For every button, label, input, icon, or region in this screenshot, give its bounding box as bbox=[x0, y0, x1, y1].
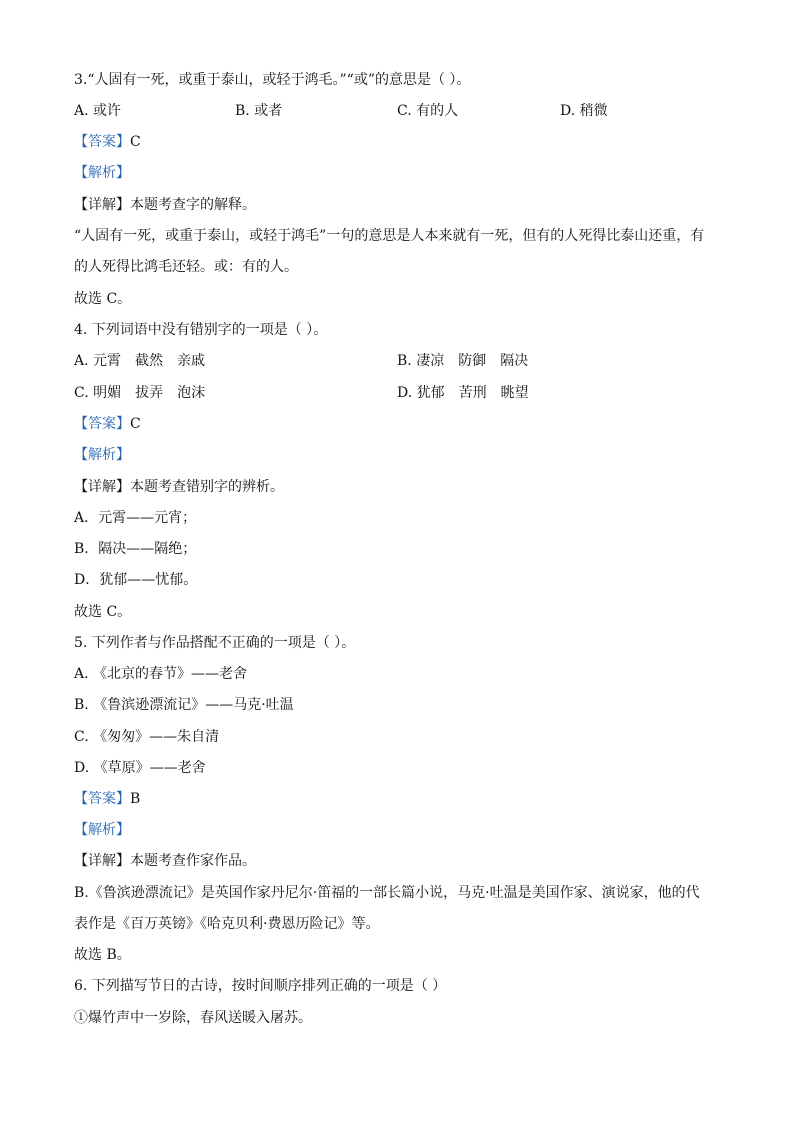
q5-option-d: D. 《草原》——老舍 bbox=[74, 760, 206, 776]
q5-analysis-label: 【解析】 bbox=[74, 822, 130, 838]
q4-option-d bbox=[397, 384, 529, 402]
detail-label: 【详解】 bbox=[74, 479, 130, 495]
option-letter: A. bbox=[74, 353, 89, 369]
q5-option-c: C. 《匆匆》——朱自清 bbox=[74, 729, 220, 745]
option-word: 犹郁 bbox=[416, 385, 445, 401]
q4-conclusion: 故选 C。 bbox=[74, 604, 132, 620]
option-letter: B. bbox=[397, 353, 412, 369]
q4-detail bbox=[74, 478, 284, 496]
q4-stem: 4. 下列词语中没有错别字的一项是（ ）。 bbox=[74, 322, 328, 338]
answer-label: 【答案】 bbox=[74, 134, 130, 150]
q6-stem: 6. 下列描写节日的古诗，按时间顺序排列正确的一项是（ ） bbox=[74, 978, 447, 994]
q6-item-1: ①爆竹声中一岁除，春风送暖入屠苏。 bbox=[74, 1010, 312, 1026]
q3-stem: 3.“人固有一死，或重于泰山，或轻于鸿毛。”“或”的意思是（ ）。 bbox=[74, 72, 471, 88]
option-letter: C. bbox=[74, 385, 89, 401]
q4-fix-d: D．犹郁——忧郁。 bbox=[74, 572, 198, 588]
q4-option-c bbox=[74, 384, 205, 402]
detail-label: 【详解】 bbox=[74, 197, 130, 213]
q3-detail bbox=[74, 196, 256, 214]
q3-analysis-label: 【解析】 bbox=[74, 165, 130, 181]
q3-conclusion: 故选 C。 bbox=[74, 291, 132, 307]
option-word: 亲戚 bbox=[177, 353, 206, 369]
q5-answer bbox=[74, 790, 140, 808]
detail-label: 【详解】 bbox=[74, 853, 130, 869]
q4-answer bbox=[74, 415, 141, 433]
q4-detail-text: 本题考查错别字的辨析。 bbox=[130, 479, 284, 495]
option-word: 隔决 bbox=[500, 353, 529, 369]
option-word: 防御 bbox=[458, 353, 487, 369]
q5-option-b: B. 《鲁滨逊漂流记》——马克·吐温 bbox=[74, 697, 294, 713]
option-word: 截然 bbox=[135, 353, 164, 369]
q3-explain-line-2: 的人死得比鸿毛还轻。或：有的人。 bbox=[74, 259, 298, 275]
q5-explain-line-1: B.《鲁滨逊漂流记》是英国作家丹尼尔·笛福的一部长篇小说，马克·吐温是美国作家、演说家，他的代 bbox=[74, 885, 700, 901]
q3-option-d: D. 稍微 bbox=[560, 103, 608, 119]
q5-explain-line-2: 表作是《百万英镑》《哈克贝利·费恩历险记》等。 bbox=[74, 916, 380, 932]
q3-explain-line-1: “人固有一死，或重于泰山，或轻于鸿毛”一句的意思是人本来就有一死，但有的人死得比泰山还重，有 bbox=[74, 228, 705, 244]
option-word: 苦刑 bbox=[458, 385, 487, 401]
answer-label: 【答案】 bbox=[74, 416, 130, 432]
option-word: 凄凉 bbox=[416, 353, 445, 369]
q5-answer-value: B bbox=[130, 791, 141, 807]
q5-detail-text: 本题考查作家作品。 bbox=[130, 853, 256, 869]
q4-analysis-label: 【解析】 bbox=[74, 447, 130, 463]
q5-detail bbox=[74, 852, 256, 870]
q3-option-c: C. 有的人 bbox=[397, 103, 459, 119]
q4-option-b bbox=[397, 352, 528, 370]
q4-fix-b: B．隔决——隔绝； bbox=[74, 541, 197, 557]
q4-fix-a: A．元霄——元宵； bbox=[74, 510, 197, 526]
q3-answer-value: C bbox=[130, 134, 141, 150]
q5-conclusion: 故选 B。 bbox=[74, 947, 131, 963]
option-word: 明媚 bbox=[93, 385, 122, 401]
option-letter: D. bbox=[397, 385, 413, 401]
q3-option-a: A. 或许 bbox=[74, 103, 122, 119]
option-word: 元霄 bbox=[93, 353, 122, 369]
q5-option-a: A. 《北京的春节》——老舍 bbox=[74, 666, 248, 682]
q3-detail-text: 本题考查字的解释。 bbox=[130, 197, 256, 213]
q3-option-b: B. 或者 bbox=[235, 103, 283, 119]
q3-answer bbox=[74, 133, 141, 151]
q4-option-a bbox=[74, 352, 205, 370]
option-word: 眺望 bbox=[500, 385, 529, 401]
q4-answer-value: C bbox=[130, 416, 141, 432]
option-word: 泡沫 bbox=[177, 385, 206, 401]
answer-label: 【答案】 bbox=[74, 791, 130, 807]
option-word: 拔弄 bbox=[135, 385, 164, 401]
q5-stem: 5. 下列作者与作品搭配不正确的一项是（ ）。 bbox=[74, 635, 356, 651]
